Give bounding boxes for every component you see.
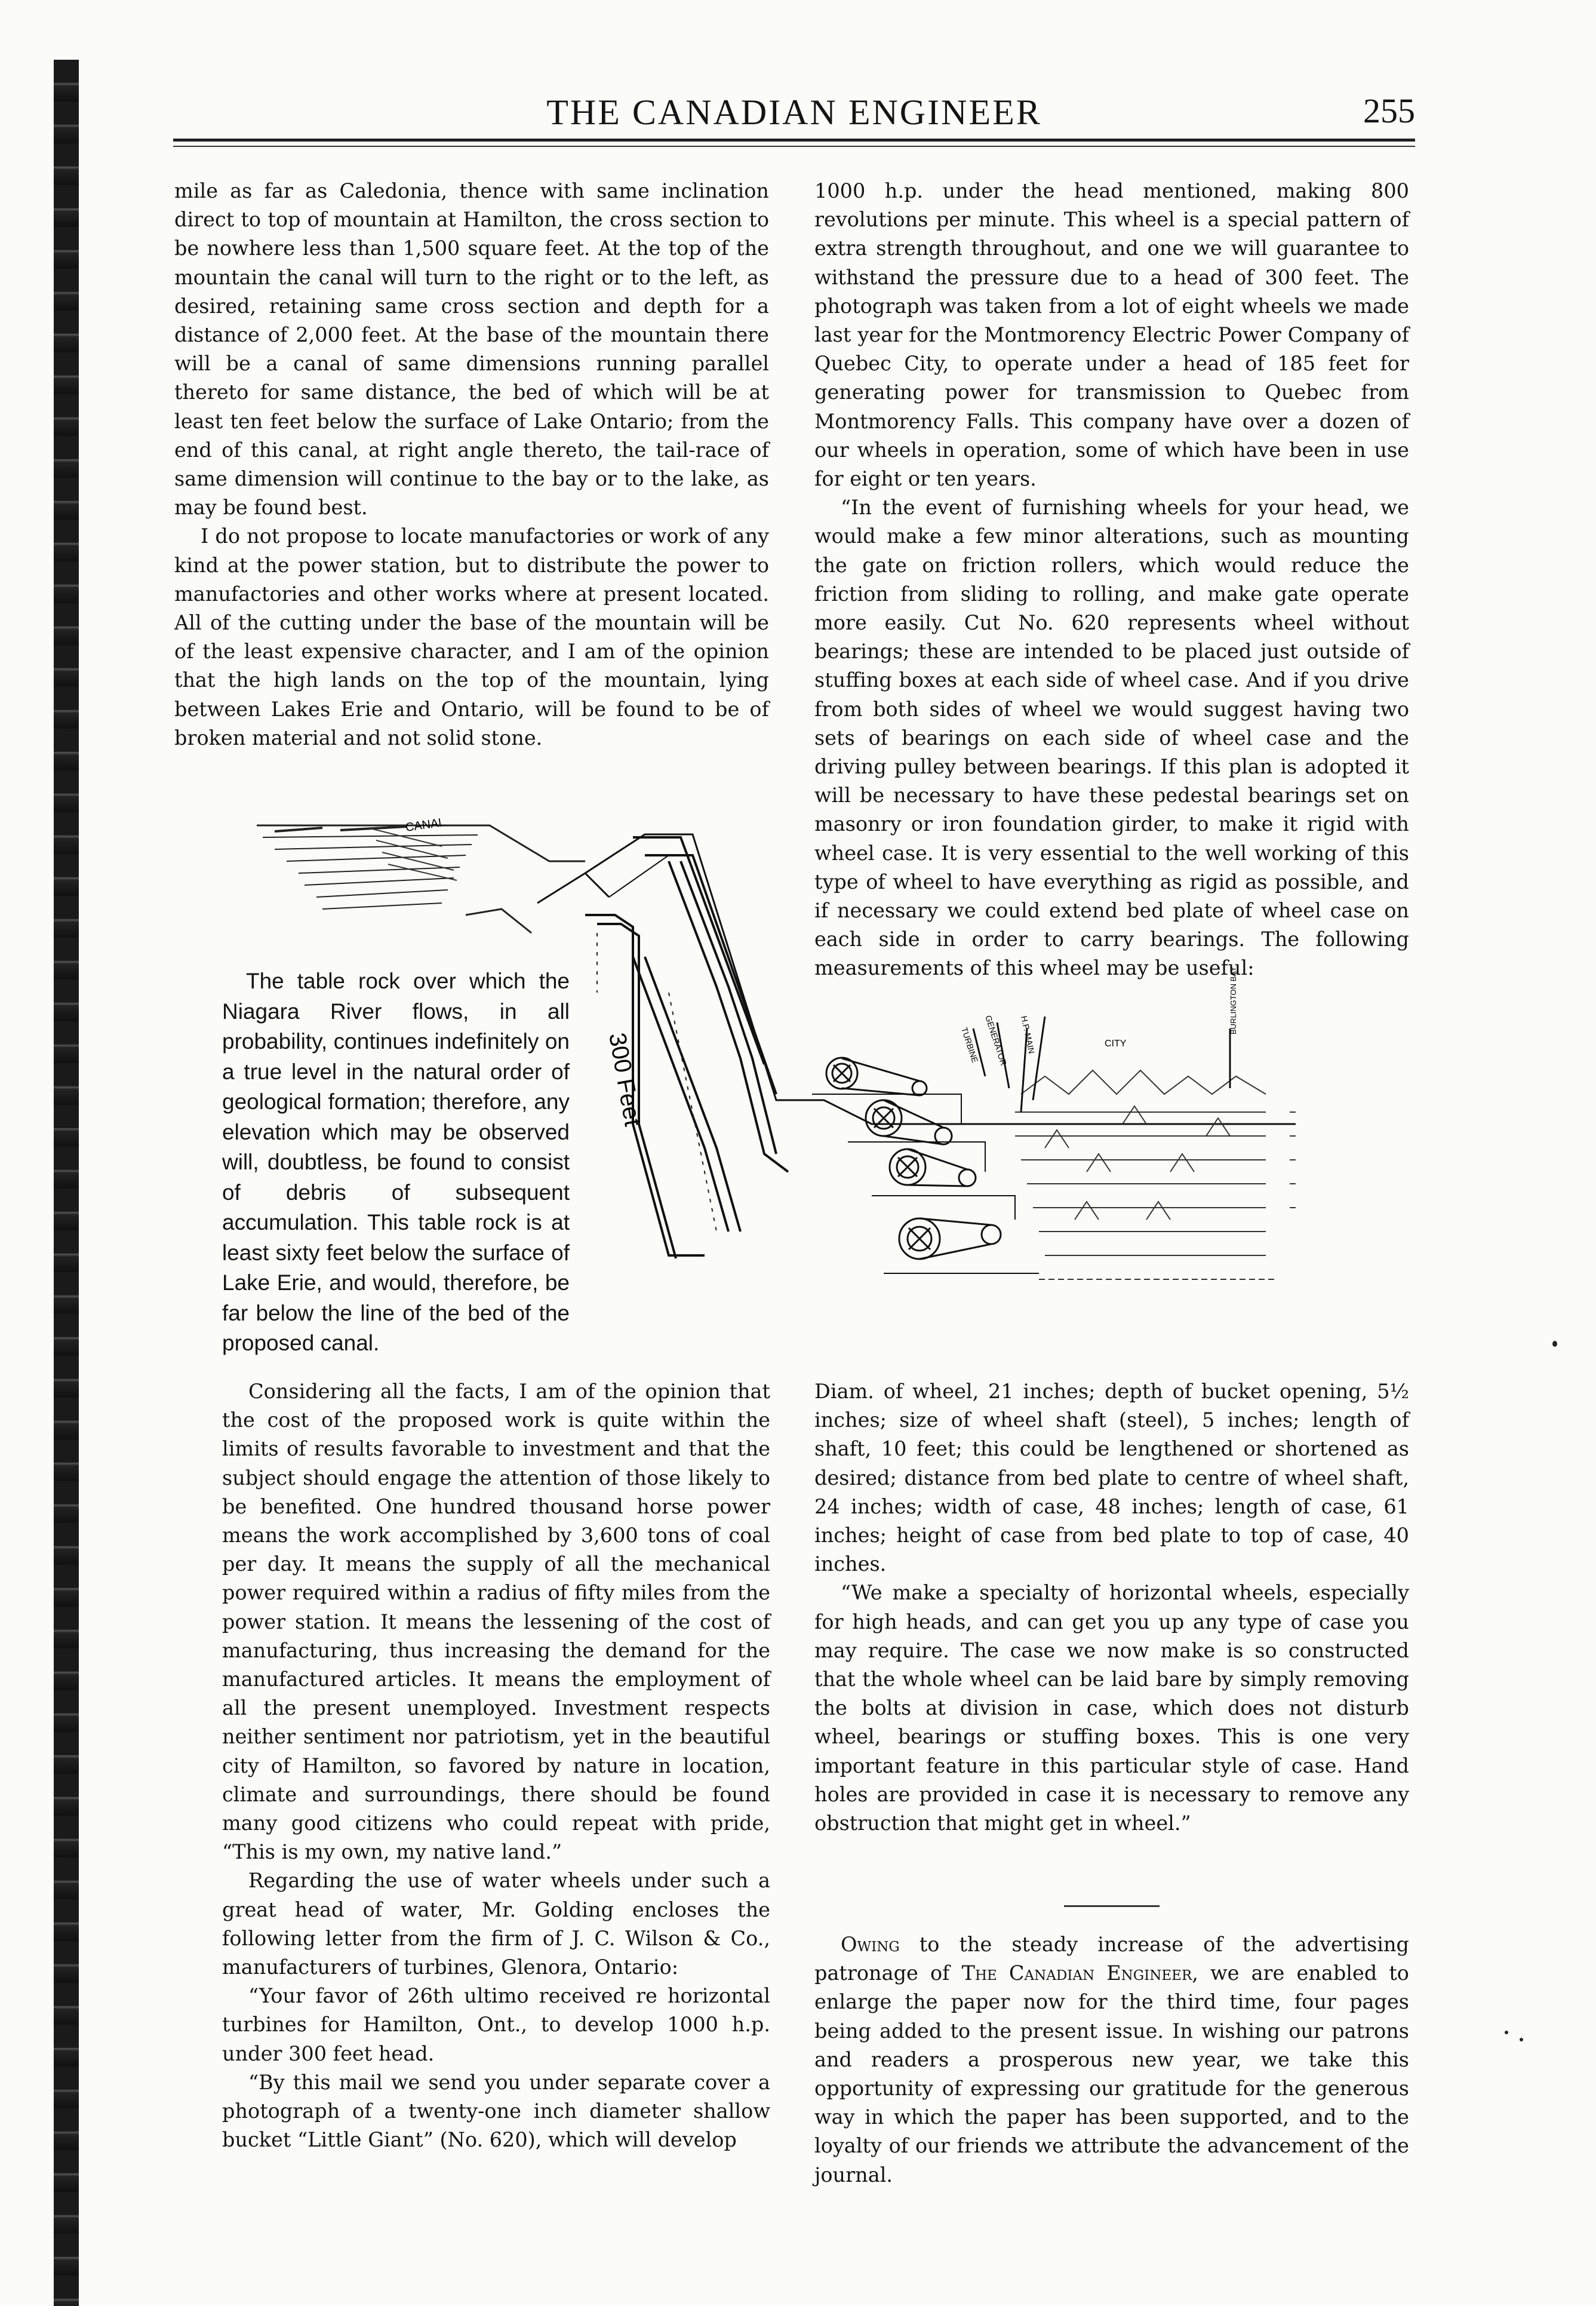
page-number: 255 xyxy=(1363,91,1415,130)
city-terrain xyxy=(1015,1070,1296,1279)
publisher-notice xyxy=(814,1930,1409,2190)
city-label: CITY xyxy=(1105,1039,1127,1049)
notice-lead: Owing xyxy=(841,1933,900,1956)
paragraph: “By this mail we send you under separate cover a photograph of a twenty-one inch diameter shallow bucket “Little Giant” (No. 620), which will develop xyxy=(222,2070,770,2152)
paragraph: The table rock over which the Niagara River flows, in all probability, continues indefinitely on a true level in the natural order of geological formation; therefore, any elevation which may be observed will, doubtless, be found to consist of debris of subsequent accumulation. This table rock is at least sixty feet below the surface of Lake Erie, and would, therefore, be far below the line of the bed of the proposed canal. xyxy=(222,969,570,1355)
left-column-top xyxy=(174,177,769,753)
notice-text: to the steady increase of the advertising patronage of xyxy=(814,1933,1409,1985)
paragraph: “We make a specialty of horizontal wheels, especially for high heads, and can get you up any type of case you may require. The case we now make is so constructed that the whole wheel can be laid bare by simply removing the bolts at division in case, which does not disturb wheel, bearings or stuffing boxes. This is one very important feature in this particular style of case. Hand holes are provided in case it is necessary to remove any obstruction that might get in wheel.” xyxy=(814,1581,1409,1835)
paragraph: “Your favor of 26th ultimo received re horizontal turbines for Hamilton, Ont., to develop 1000 h.p. under 300 feet head. xyxy=(222,1984,770,2065)
paragraph xyxy=(814,1930,1409,2190)
header-rule-thin xyxy=(173,146,1415,147)
paragraph: Regarding the use of water wheels under such a great head of water, Mr. Golding encloses the following letter from the firm of J. C. Wilson & Co., manufacturers of turbines, Glenora, Ontario: xyxy=(222,1869,770,1979)
ink-speck xyxy=(1552,1341,1557,1347)
header-rule-thick xyxy=(173,139,1415,142)
generator-label: GENERATOR xyxy=(983,1014,1009,1067)
depth-label: 300 Feet xyxy=(604,1030,646,1129)
page-header xyxy=(173,90,1415,137)
paragraph: “In the event of furnishing wheels for your head, we would make a few minor alterations, such as mounting the gate on friction rollers, which would reduce the friction from sliding to rolling, and make gate operate more easily. Cut No. 620 represents wheel without bearings; these are intended to be placed just outside of stuffing boxes at each side of wheel case. And if you drive from both sides of wheel we would suggest having two sets of bearings on each side of wheel case and the driving pulley between bearings. If this plan is adopted it will be necessary to have these pedestal bearings set on masonry or iron foundation girder, to make it rigid with wheel case. It is very essential to the well working of this type of wheel to have everything as rigid as possible, and if necessary we could extend bed plate of wheel case on each side in order to carry bearings. The following measurements of this wheel may be useful: xyxy=(814,496,1409,980)
generator-pulleys xyxy=(842,1058,1001,1259)
canal-label: CANAL xyxy=(404,815,446,834)
ink-speck xyxy=(1505,2031,1508,2034)
notice-rest: , we are enabled to enlarge the paper now for the third time, four pages being added to the present issue. In wishing our patrons and readers a prosperous new year, we take this opportunity of expressing our gratitude for the generous way in which the paper has been supported, and to the loyalty of our friends we attribute the advancement of the journal. xyxy=(814,1961,1409,2187)
wrapped-paragraph xyxy=(222,966,570,1359)
power-lines xyxy=(973,1017,1230,1112)
turbine-label: TURBINE xyxy=(960,1025,980,1064)
right-column-bottom xyxy=(814,1377,1409,1838)
paragraph: Diam. of wheel, 21 inches; depth of bucket opening, 5½ inches; size of wheel shaft (steel), 5 inches; length of shaft, 10 feet; this could be lengthened or shortened as desired; distance from bed plate to centre of wheel shaft, 24 inches; width of case, 48 inches; length of case, 61 inches; height of case from bed plate to top of case, 40 inches. xyxy=(814,1380,1409,1576)
left-column-bottom xyxy=(222,1377,770,2154)
paragraph: I do not propose to locate manufactories or work of any kind at the power station, but to distribute the power to manufactories and other works where at present located. All of the cutting under the base of the mountain will be of the least expensive character, and I am of the opinion that the high lands on the top of the mountain, lying between Lakes Erie and Ontario, will be found to be of broken material and not solid stone. xyxy=(174,524,769,750)
notice-paper-name: The Canadian Engineer xyxy=(961,1961,1192,1985)
turbine-wheel xyxy=(899,1218,940,1259)
turbine-wheel xyxy=(890,1149,925,1185)
turbine-wheels xyxy=(812,1058,1039,1273)
bay-label: BURLINGTON BAY xyxy=(1229,966,1238,1034)
h-p-main-label: H.P. MAIN xyxy=(1019,1015,1037,1055)
paragraph: Considering all the facts, I am of the opinion that the cost of the proposed work is quite within the limits of results favorable to investment and that the subject should engage the attention of those likely to be benefited. One hundred thousand horse power means the work accomplished by 3,600 tons of coal per day. It means the supply of all the mechanical power required within a radius of fifty miles from the power station. It means the lessening of the cost of manufacturing, thus increasing the demand for the manufactured articles. It means the employment of all the present unemployed. Investment respects neither sentiment nor patriotism, yet in the beautiful city of Hamilton, so favored by nature in location, climate and surroundings, there should be found many good citizens who could repeat with pride, “This is my own, my native land.” xyxy=(222,1380,770,1864)
section-divider xyxy=(1064,1905,1160,1907)
ink-speck xyxy=(1520,2038,1523,2041)
paragraph: 1000 h.p. under the head mentioned, making 800 revolutions per minute. This wheel is a special pattern of extra strength throughout, and one we will guarantee to withstand the pressure due to a head of 300 feet. The photograph was taken from a lot of eight wheels we made last year for the Montmorency Electric Power Company of Quebec City, to operate under a head of 185 feet for generating power for transmission to Quebec from Montmorency Falls. This company have over a dozen of our wheels in operation, some of which have been in use for eight or ten years. xyxy=(814,179,1409,491)
paragraph: mile as far as Caledonia, thence with same inclination direct to top of mountain at Hamilton, the cross section to be nowhere less than 1,500 square feet. At the top of the mountain the canal will turn to the right or to the left, as desired, retaining same cross section and depth for a distance of 2,000 feet. At the base of the mountain there will be a canal of same dimensions running parallel thereto for same distance, the bed of which will be at least ten feet below the surface of Lake Ontario; from the end of this canal, at right angle thereto, the tail-race of same dimension will continue to the bay or to the lake, as may be found best. xyxy=(174,179,769,520)
journal-title: THE CANADIAN ENGINEER xyxy=(546,93,1042,132)
binding-edge xyxy=(54,60,79,2306)
